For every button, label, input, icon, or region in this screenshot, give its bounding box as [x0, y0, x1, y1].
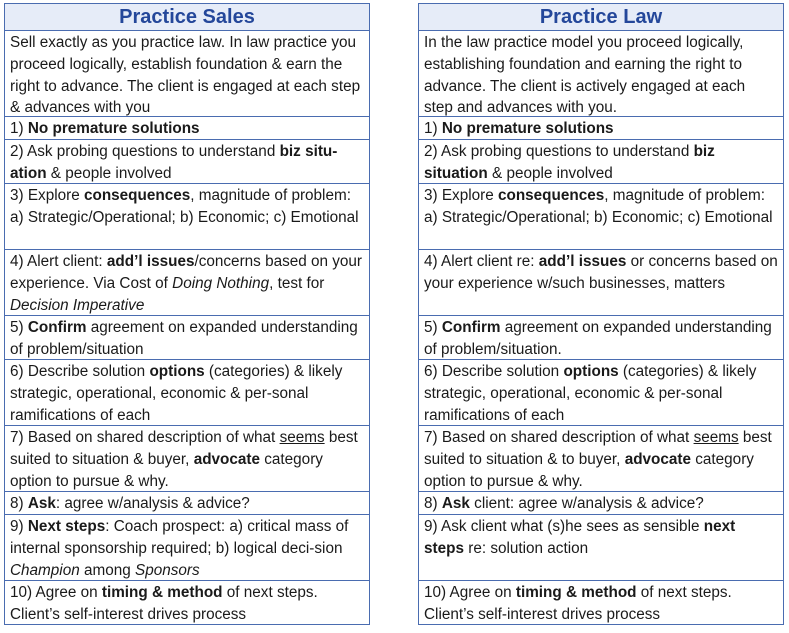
law-intro-cell — [418, 31, 784, 117]
sales-step-8: 8) Ask: agree w/analysis & advice? — [4, 492, 370, 515]
law-step-6: 6) Describe solution options (categories) & likely strategic, operational, economic & per-sonal ramifications of each — [418, 360, 784, 426]
sales-step-2: 2) Ask probing questions to understand biz situ-ation & people involved — [4, 140, 370, 184]
sales-step-4: 4) Alert client: add’l issues/concerns based on your experience. Via Cost of Doing Nothing, test for Decision Imperative — [4, 250, 370, 316]
sales-intro-text: Sell exactly as you practice law. In law practice you proceed logically, establish foundation & earn the right to advance. The client is engaged at each step & advances with you — [10, 34, 361, 117]
practice-law-column — [418, 3, 784, 625]
law-step-8: 8) Ask client: agree w/analysis & advice? — [418, 492, 784, 515]
law-intro-text: In the law practice model you proceed logically, establishing foundation and earning the right to advance. The client is actively engaged at each step and advances with you. — [424, 34, 746, 117]
practice-sales-title: Practice Sales — [4, 3, 370, 31]
sales-step-5: 5) Confirm agreement on expanded understanding of problem/situation — [4, 316, 370, 360]
law-step-1: 1) No premature solutions — [418, 117, 784, 140]
sales-step-3: 3) Explore consequences, magnitude of problem: a) Strategic/Operational; b) Economic; c) Emotional — [4, 184, 370, 250]
law-step-4: 4) Alert client re: add’l issues or concerns based on your experience w/such businesses, matters — [418, 250, 784, 316]
sales-step-9: 9) Next steps: Coach prospect: a) critical mass of internal sponsorship required; b) logical deci-sion Champion among Sponsors — [4, 515, 370, 581]
law-step-9: 9) Ask client what (s)he sees as sensible next steps re: solution action — [418, 515, 784, 581]
law-step-10: 10) Agree on timing & method of next steps. Client’s self-interest drives process — [418, 581, 784, 625]
law-step-3: 3) Explore consequences, magnitude of problem: a) Strategic/Operational; b) Economic; c) Emotional — [418, 184, 784, 250]
sales-step-10: 10) Agree on timing & method of next steps. Client’s self-interest drives process — [4, 581, 370, 625]
law-step-7: 7) Based on shared description of what seems best suited to situation & to buyer, advocate category option to pursue & why. — [418, 426, 784, 492]
sales-step-7: 7) Based on shared description of what seems best suited to situation & buyer, advocate category option to pursue & why. — [4, 426, 370, 492]
sales-step-1: 1) No premature solutions — [4, 117, 370, 140]
practice-sales-column — [4, 3, 370, 625]
practice-law-title: Practice Law — [418, 3, 784, 31]
law-step-5: 5) Confirm agreement on expanded understanding of problem/situation. — [418, 316, 784, 360]
sales-intro-cell — [4, 31, 370, 117]
law-step-2: 2) Ask probing questions to understand biz situation & people involved — [418, 140, 784, 184]
sales-step-6: 6) Describe solution options (categories) & likely strategic, operational, economic & per-sonal ramifications of each — [4, 360, 370, 426]
